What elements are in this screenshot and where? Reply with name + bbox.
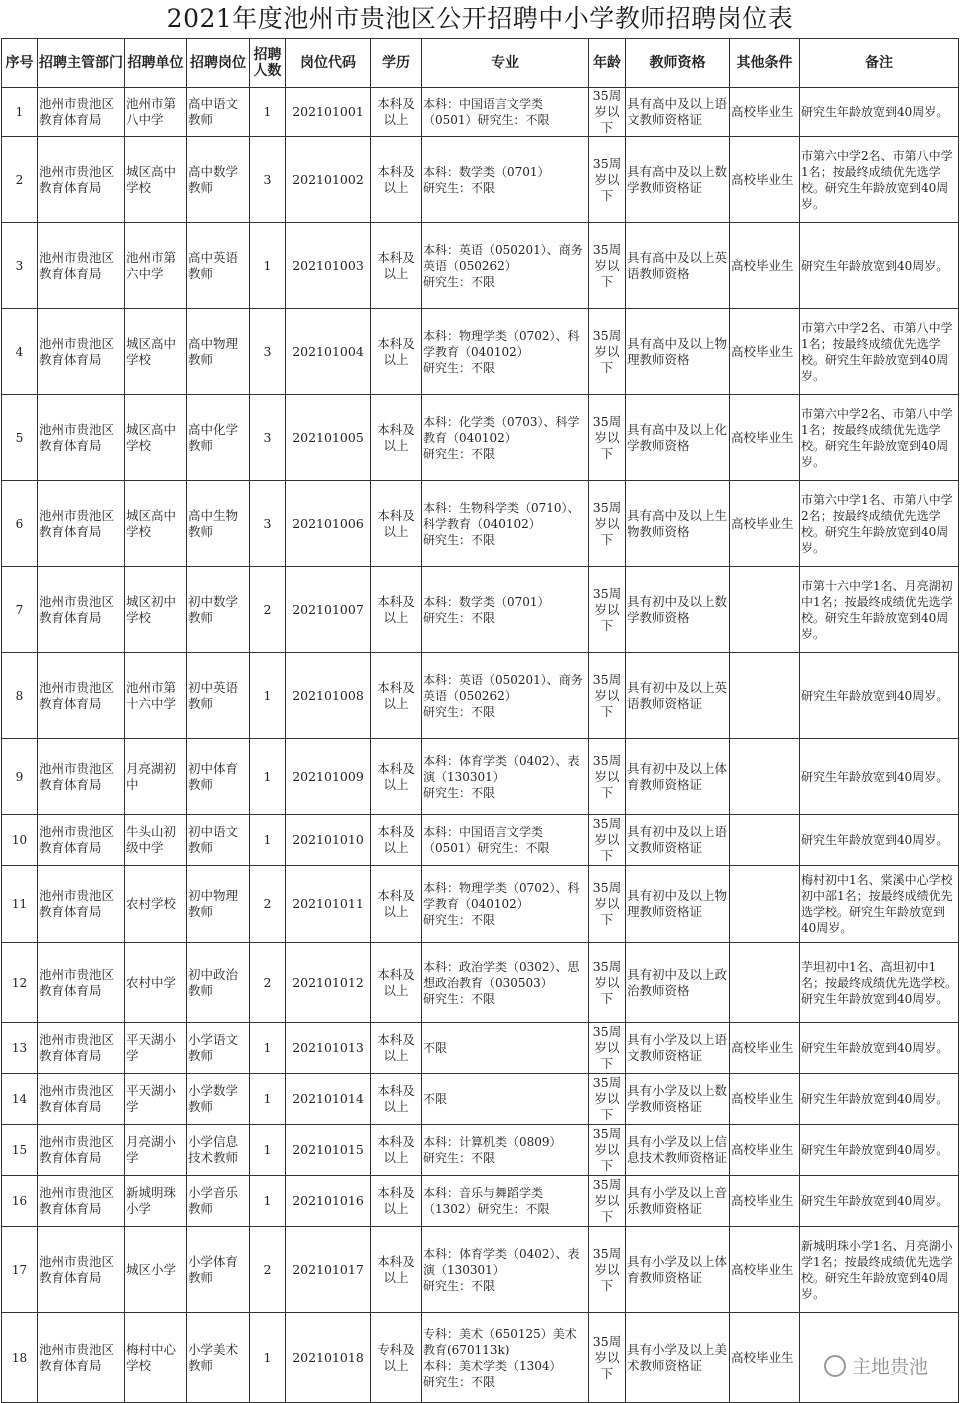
table-row — [2, 739, 959, 815]
cell-code: 202101001 — [286, 88, 371, 137]
cell-major: 本科：物理学类（0702）、科学教育（040102） 研究生：不限 — [422, 309, 589, 395]
cell-count: 3 — [250, 137, 286, 223]
cell-age: 35周岁以下 — [589, 481, 626, 567]
cell-dept: 池州市贵池区教育体育局 — [38, 137, 125, 223]
cell-major: 本科：音乐与舞蹈学类（1302）研究生：不限 — [422, 1176, 589, 1227]
cell-age: 35周岁以下 — [589, 653, 626, 739]
cell-dept: 池州市贵池区教育体育局 — [38, 223, 125, 309]
cell-unit: 城区高中学校 — [125, 137, 187, 223]
cell-other: 高校毕业生 — [730, 223, 800, 309]
table-row — [2, 1074, 959, 1125]
table-row — [2, 309, 959, 395]
cell-post: 小学语文教师 — [187, 1023, 250, 1074]
cell-post: 小学美术教师 — [187, 1313, 250, 1403]
cell-other — [730, 653, 800, 739]
cell-other — [730, 866, 800, 943]
cell-code: 202101004 — [286, 309, 371, 395]
cell-major: 本科：化学类（0703）、科学教育（040102） 研究生：不限 — [422, 395, 589, 481]
cell-count: 1 — [250, 653, 286, 739]
cell-note: 梅村初中1名、棠溪中心学校初中部1名；按最终成绩优先选学校。研究生年龄放宽到40周岁。 — [800, 866, 959, 943]
cell-dept: 池州市贵池区教育体育局 — [38, 653, 125, 739]
cell-unit: 平天湖小学 — [125, 1074, 187, 1125]
cell-no: 9 — [2, 739, 38, 815]
cell-other: 高校毕业生 — [730, 481, 800, 567]
cell-qual: 具有初中及以上体育教师资格证 — [626, 739, 730, 815]
cell-major: 本科：英语（050201）、商务英语（050262） 研究生：不限 — [422, 223, 589, 309]
cell-no: 7 — [2, 567, 38, 653]
cell-edu: 本科及以上 — [371, 866, 422, 943]
header-major: 专业 — [422, 39, 589, 88]
cell-age: 35周岁以下 — [589, 815, 626, 866]
cell-code: 202101017 — [286, 1227, 371, 1313]
cell-code: 202101015 — [286, 1125, 371, 1176]
cell-note: 研究生年龄放宽到40周岁。 — [800, 653, 959, 739]
table-row — [2, 481, 959, 567]
cell-age: 35周岁以下 — [589, 1227, 626, 1313]
cell-note: 市第六中学2名、市第八中学1名；按最终成绩优先选学校。研究生年龄放宽到40周岁。 — [800, 309, 959, 395]
table-row — [2, 1313, 959, 1403]
cell-other — [730, 567, 800, 653]
cell-code: 202101018 — [286, 1313, 371, 1403]
cell-note: 研究生年龄放宽到40周岁。 — [800, 1074, 959, 1125]
table-header-row — [2, 39, 959, 88]
cell-edu: 本科及以上 — [371, 88, 422, 137]
cell-count: 1 — [250, 1176, 286, 1227]
cell-post: 高中英语教师 — [187, 223, 250, 309]
cell-dept: 池州市贵池区教育体育局 — [38, 567, 125, 653]
cell-no: 12 — [2, 943, 38, 1023]
cell-unit: 城区高中学校 — [125, 309, 187, 395]
cell-age: 35周岁以下 — [589, 1176, 626, 1227]
table-row — [2, 88, 959, 137]
cell-no: 18 — [2, 1313, 38, 1403]
cell-major: 本科：中国语言文学类（0501）研究生：不限 — [422, 815, 589, 866]
cell-post: 高中物理教师 — [187, 309, 250, 395]
cell-major: 本科：政治学类（0302）、思想政治教育（030503） 研究生：不限 — [422, 943, 589, 1023]
cell-other: 高校毕业生 — [730, 1074, 800, 1125]
watermark-text: 主地贵池 — [851, 1356, 928, 1378]
cell-dept: 池州市贵池区教育体育局 — [38, 943, 125, 1023]
cell-no: 4 — [2, 309, 38, 395]
cell-no: 17 — [2, 1227, 38, 1313]
cell-qual: 具有小学及以上音乐教师资格证 — [626, 1176, 730, 1227]
table-row — [2, 1227, 959, 1313]
cell-other: 高校毕业生 — [730, 1313, 800, 1403]
table-row — [2, 866, 959, 943]
cell-code: 202101013 — [286, 1023, 371, 1074]
cell-other — [730, 943, 800, 1023]
cell-major: 本科：数学类（0701） 研究生：不限 — [422, 567, 589, 653]
cell-edu: 本科及以上 — [371, 739, 422, 815]
cell-post: 初中物理教师 — [187, 866, 250, 943]
cell-edu: 专科及以上 — [371, 1313, 422, 1403]
cell-note: 研究生年龄放宽到40周岁。 — [800, 223, 959, 309]
cell-edu: 本科及以上 — [371, 815, 422, 866]
cell-code: 202101006 — [286, 481, 371, 567]
cell-post: 初中英语教师 — [187, 653, 250, 739]
table-row — [2, 567, 959, 653]
cell-qual: 具有初中及以上政治教师资格 — [626, 943, 730, 1023]
cell-note: 芋坦初中1名、高坦初中1名；按最终成绩优先选学校。研究生年龄放宽到40周岁。 — [800, 943, 959, 1023]
cell-no: 5 — [2, 395, 38, 481]
cell-count: 1 — [250, 1125, 286, 1176]
cell-age: 35周岁以下 — [589, 395, 626, 481]
cell-post: 小学信息技术教师 — [187, 1125, 250, 1176]
table-row — [2, 815, 959, 866]
wechat-icon — [824, 1355, 846, 1377]
cell-no: 11 — [2, 866, 38, 943]
cell-note: 市第六中学2名、市第八中学1名；按最终成绩优先选学校。研究生年龄放宽到40周岁。 — [800, 137, 959, 223]
cell-unit: 梅村中心学校 — [125, 1313, 187, 1403]
cell-other — [730, 815, 800, 866]
table-row — [2, 1023, 959, 1074]
cell-post: 高中化学教师 — [187, 395, 250, 481]
cell-no: 13 — [2, 1023, 38, 1074]
cell-major: 本科：数学类（0701） 研究生：不限 — [422, 137, 589, 223]
cell-post: 初中政治教师 — [187, 943, 250, 1023]
cell-code: 202101003 — [286, 223, 371, 309]
header-other: 其他条件 — [730, 39, 800, 88]
cell-unit: 池州市第十六中学 — [125, 653, 187, 739]
cell-code: 202101002 — [286, 137, 371, 223]
cell-other: 高校毕业生 — [730, 88, 800, 137]
cell-other: 高校毕业生 — [730, 1023, 800, 1074]
cell-note: 研究生年龄放宽到40周岁。 — [800, 1125, 959, 1176]
cell-edu: 本科及以上 — [371, 943, 422, 1023]
cell-major: 本科：物理学类（0702）、科学教育（040102） 研究生：不限 — [422, 866, 589, 943]
cell-note: 新城明珠小学1名、月亮湖小学1名；按最终成绩优先选学校。研究生年龄放宽到40周岁。 — [800, 1227, 959, 1313]
cell-no: 6 — [2, 481, 38, 567]
cell-post: 初中体育教师 — [187, 739, 250, 815]
cell-qual: 具有小学及以上数学教师资格证 — [626, 1074, 730, 1125]
cell-edu: 本科及以上 — [371, 309, 422, 395]
cell-major: 不限 — [422, 1023, 589, 1074]
cell-note: 研究生年龄放宽到40周岁。 — [800, 88, 959, 137]
cell-major: 不限 — [422, 1074, 589, 1125]
table-row — [2, 137, 959, 223]
cell-dept: 池州市贵池区教育体育局 — [38, 866, 125, 943]
cell-age: 35周岁以下 — [589, 1074, 626, 1125]
cell-age: 35周岁以下 — [589, 739, 626, 815]
cell-other: 高校毕业生 — [730, 309, 800, 395]
cell-age: 35周岁以下 — [589, 1313, 626, 1403]
cell-code: 202101014 — [286, 1074, 371, 1125]
cell-no: 1 — [2, 88, 38, 137]
cell-major: 本科：体育学类（0402）、表演（130301） 研究生：不限 — [422, 1227, 589, 1313]
cell-age: 35周岁以下 — [589, 309, 626, 395]
cell-note: 研究生年龄放宽到40周岁。 — [800, 815, 959, 866]
cell-post: 高中数学教师 — [187, 137, 250, 223]
cell-count: 2 — [250, 866, 286, 943]
cell-post: 初中语文教师 — [187, 815, 250, 866]
cell-age: 35周岁以下 — [589, 1023, 626, 1074]
cell-qual: 具有小学及以上美术教师资格证 — [626, 1313, 730, 1403]
cell-no: 15 — [2, 1125, 38, 1176]
cell-other — [730, 739, 800, 815]
cell-qual: 具有初中及以上英语教师资格证 — [626, 653, 730, 739]
cell-note: 市第六中学1名、市第八中学2名；按最终成绩优先选学校。研究生年龄放宽到40周岁。 — [800, 481, 959, 567]
cell-code: 202101009 — [286, 739, 371, 815]
cell-dept: 池州市贵池区教育体育局 — [38, 88, 125, 137]
header-post: 招聘岗位 — [187, 39, 250, 88]
cell-dept: 池州市贵池区教育体育局 — [38, 1125, 125, 1176]
table-body — [2, 88, 959, 1403]
header-note: 备注 — [800, 39, 959, 88]
cell-unit: 城区高中学校 — [125, 395, 187, 481]
cell-major: 本科：中国语言文学类（0501）研究生：不限 — [422, 88, 589, 137]
cell-note: 研究生年龄放宽到40周岁。 — [800, 1023, 959, 1074]
cell-post: 高中生物教师 — [187, 481, 250, 567]
cell-code: 202101010 — [286, 815, 371, 866]
table-row — [2, 1176, 959, 1227]
cell-count: 1 — [250, 739, 286, 815]
cell-no: 10 — [2, 815, 38, 866]
cell-qual: 具有小学及以上语文教师资格证 — [626, 1023, 730, 1074]
cell-count: 3 — [250, 395, 286, 481]
cell-edu: 本科及以上 — [371, 1074, 422, 1125]
header-age: 年龄 — [589, 39, 626, 88]
table-row — [2, 223, 959, 309]
cell-unit: 城区小学 — [125, 1227, 187, 1313]
cell-post: 初中数学教师 — [187, 567, 250, 653]
cell-edu: 本科及以上 — [371, 1227, 422, 1313]
job-table — [1, 38, 959, 1403]
cell-major: 本科：生物科学类（0710）、科学教育（040102） 研究生：不限 — [422, 481, 589, 567]
cell-unit: 新城明珠小学 — [125, 1176, 187, 1227]
cell-qual: 具有小学及以上信息技术教师资格证 — [626, 1125, 730, 1176]
cell-note: 市第六中学2名、市第八中学1名；按最终成绩优先选学校。研究生年龄放宽到40周岁。 — [800, 395, 959, 481]
cell-count: 2 — [250, 1227, 286, 1313]
cell-count: 1 — [250, 1313, 286, 1403]
cell-age: 35周岁以下 — [589, 866, 626, 943]
cell-dept: 池州市贵池区教育体育局 — [38, 815, 125, 866]
cell-other: 高校毕业生 — [730, 1227, 800, 1313]
cell-no: 3 — [2, 223, 38, 309]
cell-code: 202101011 — [286, 866, 371, 943]
cell-code: 202101007 — [286, 567, 371, 653]
cell-other: 高校毕业生 — [730, 395, 800, 481]
cell-qual: 具有初中及以上物理教师资格证 — [626, 866, 730, 943]
cell-qual: 具有高中及以上物理教师资格 — [626, 309, 730, 395]
cell-unit: 月亮湖初中 — [125, 739, 187, 815]
cell-major: 专科：美术（650125）美术教育(670113k) 本科：美术学类（1304） 研究生：不限 — [422, 1313, 589, 1403]
cell-unit: 农村中学 — [125, 943, 187, 1023]
cell-count: 3 — [250, 309, 286, 395]
cell-qual: 具有高中及以上化学教师资格 — [626, 395, 730, 481]
header-no: 序号 — [2, 39, 38, 88]
watermark — [824, 1352, 928, 1379]
cell-code: 202101008 — [286, 653, 371, 739]
cell-dept: 池州市贵池区教育体育局 — [38, 1313, 125, 1403]
cell-unit: 平天湖小学 — [125, 1023, 187, 1074]
cell-edu: 本科及以上 — [371, 395, 422, 481]
cell-code: 202101012 — [286, 943, 371, 1023]
cell-major: 本科：体育学类（0402）、表演（130301） 研究生：不限 — [422, 739, 589, 815]
cell-note: 市第十六中学1名、月亮湖初中1名；按最终成绩优先选学校。研究生年龄放宽到40周岁。 — [800, 567, 959, 653]
page-title: 2021年度池州市贵池区公开招聘中小学教师招聘岗位表 — [166, 4, 794, 33]
cell-qual: 具有高中及以上语文教师资格证 — [626, 88, 730, 137]
table-row — [2, 395, 959, 481]
cell-code: 202101016 — [286, 1176, 371, 1227]
cell-major: 本科：英语（050201）、商务英语（050262） 研究生：不限 — [422, 653, 589, 739]
cell-age: 35周岁以下 — [589, 137, 626, 223]
cell-age: 35周岁以下 — [589, 943, 626, 1023]
table-row — [2, 1125, 959, 1176]
cell-edu: 本科及以上 — [371, 137, 422, 223]
cell-qual: 具有初中及以上数学教师资格 — [626, 567, 730, 653]
header-code: 岗位代码 — [286, 39, 371, 88]
cell-age: 35周岁以下 — [589, 1125, 626, 1176]
cell-count: 2 — [250, 943, 286, 1023]
cell-note: 研究生年龄放宽到40周岁。 — [800, 1176, 959, 1227]
cell-post: 小学体育教师 — [187, 1227, 250, 1313]
cell-edu: 本科及以上 — [371, 1023, 422, 1074]
cell-unit: 城区高中学校 — [125, 481, 187, 567]
cell-qual: 具有初中及以上语文教师资格证 — [626, 815, 730, 866]
cell-age: 35周岁以下 — [589, 567, 626, 653]
cell-qual: 具有高中及以上英语教师资格 — [626, 223, 730, 309]
cell-count: 1 — [250, 88, 286, 137]
cell-dept: 池州市贵池区教育体育局 — [38, 1176, 125, 1227]
cell-no: 14 — [2, 1074, 38, 1125]
cell-age: 35周岁以下 — [589, 223, 626, 309]
cell-edu: 本科及以上 — [371, 481, 422, 567]
cell-qual: 具有高中及以上数学教师资格证 — [626, 137, 730, 223]
cell-qual: 具有小学及以上体育教师资格证 — [626, 1227, 730, 1313]
cell-age: 35周岁以下 — [589, 88, 626, 137]
cell-other: 高校毕业生 — [730, 1125, 800, 1176]
header-edu: 学历 — [371, 39, 422, 88]
header-count: 招聘人数 — [250, 39, 286, 88]
cell-code: 202101005 — [286, 395, 371, 481]
cell-other: 高校毕业生 — [730, 137, 800, 223]
cell-edu: 本科及以上 — [371, 1176, 422, 1227]
cell-dept: 池州市贵池区教育体育局 — [38, 1074, 125, 1125]
cell-unit: 农村学校 — [125, 866, 187, 943]
cell-post: 小学数学教师 — [187, 1074, 250, 1125]
cell-count: 1 — [250, 223, 286, 309]
cell-dept: 池州市贵池区教育体育局 — [38, 309, 125, 395]
cell-count: 2 — [250, 567, 286, 653]
cell-edu: 本科及以上 — [371, 567, 422, 653]
cell-post: 高中语文教师 — [187, 88, 250, 137]
cell-dept: 池州市贵池区教育体育局 — [38, 739, 125, 815]
table-row — [2, 653, 959, 739]
cell-count: 1 — [250, 1023, 286, 1074]
cell-major: 本科：计算机类（0809） 研究生：不限 — [422, 1125, 589, 1176]
cell-other: 高校毕业生 — [730, 1176, 800, 1227]
cell-unit: 城区初中学校 — [125, 567, 187, 653]
cell-dept: 池州市贵池区教育体育局 — [38, 1227, 125, 1313]
cell-no: 8 — [2, 653, 38, 739]
cell-edu: 本科及以上 — [371, 653, 422, 739]
cell-dept: 池州市贵池区教育体育局 — [38, 395, 125, 481]
cell-unit: 牛头山初级中学 — [125, 815, 187, 866]
cell-post: 小学音乐教师 — [187, 1176, 250, 1227]
cell-edu: 本科及以上 — [371, 1125, 422, 1176]
cell-count: 3 — [250, 481, 286, 567]
cell-dept: 池州市贵池区教育体育局 — [38, 1023, 125, 1074]
cell-dept: 池州市贵池区教育体育局 — [38, 481, 125, 567]
header-dept: 招聘主管部门 — [38, 39, 125, 88]
cell-qual: 具有高中及以上生物教师资格 — [626, 481, 730, 567]
cell-unit: 月亮湖小学 — [125, 1125, 187, 1176]
header-qual: 教师资格 — [626, 39, 730, 88]
table-row — [2, 943, 959, 1023]
cell-unit: 池州市第六中学 — [125, 223, 187, 309]
cell-note: 研究生年龄放宽到40周岁。 — [800, 739, 959, 815]
cell-edu: 本科及以上 — [371, 223, 422, 309]
header-unit: 招聘单位 — [125, 39, 187, 88]
cell-count: 1 — [250, 815, 286, 866]
cell-count: 1 — [250, 1074, 286, 1125]
cell-no: 2 — [2, 137, 38, 223]
cell-unit: 池州市第八中学 — [125, 88, 187, 137]
cell-no: 16 — [2, 1176, 38, 1227]
